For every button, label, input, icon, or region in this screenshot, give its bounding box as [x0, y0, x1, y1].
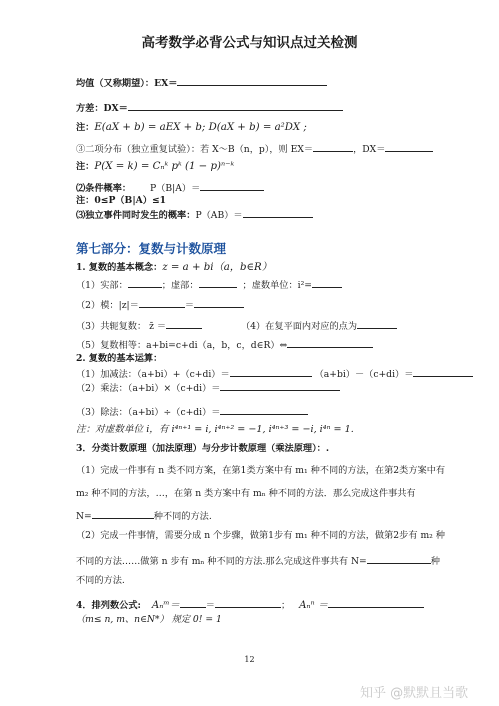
imag-part-blank: [199, 278, 237, 288]
complex-point-label: （4）在复平面内对应的点为: [240, 321, 358, 332]
conditional-note: 注：0≤P（B|A）≤1: [76, 195, 167, 206]
add-blank: [230, 367, 312, 377]
note-prefix: 注：: [76, 122, 95, 133]
counting-1-blank: [92, 509, 154, 519]
complex-equal-label: （5）复数相等：a+bi=c+di（a，b，c，d∈R）⇔: [76, 340, 288, 351]
complex-form: z = a + bi（a，b∈R）: [162, 262, 272, 273]
imag-unit-label: ；虚数单位：i²=: [242, 280, 312, 291]
counting-2-blank: [367, 554, 431, 564]
variance-label: 方差：DX＝: [76, 103, 128, 114]
multiply-label: （2）乘法：（a+bi）×（c+di）＝: [76, 383, 221, 394]
binomial-dx-label: ，DX＝: [353, 144, 386, 155]
permutation-blank-1: [180, 598, 206, 608]
conjugate-line: [76, 319, 397, 333]
permutation-blank-2: [215, 598, 281, 608]
conditional-formula: P（B|A）＝: [150, 183, 201, 194]
operations-heading: 2. 复数的基本运算：: [76, 353, 163, 364]
page-number: 12: [244, 655, 255, 664]
counting-2b: [76, 554, 440, 568]
counting-heading: 3．分类计数原理（加法原理）与分步计数原理（乘法原理）：.: [76, 443, 330, 454]
modulus-eq: ＝: [184, 300, 195, 311]
complex-basic-line: [76, 262, 272, 274]
real-part-label: （1）实部：: [76, 280, 128, 291]
imag-unit-blank: [312, 278, 342, 288]
permutation-label: 4．排列数公式:: [76, 600, 141, 611]
modulus-blank-1: [139, 298, 185, 308]
imag-unit-note: [76, 424, 354, 436]
binomial-dx-blank: [385, 142, 433, 152]
permutation-line: [76, 598, 424, 612]
conditional-blank: [200, 181, 264, 191]
binomial-ex-blank: [313, 142, 353, 152]
variance-line: [76, 101, 343, 115]
independent-line: [76, 208, 313, 222]
imag-part-label: ；虚部：: [161, 280, 199, 291]
sub-blank: [413, 367, 473, 377]
counting-1c: [76, 509, 212, 523]
binomial-line: [76, 142, 433, 156]
conjugate-blank: [166, 319, 202, 329]
permutation-note-text: （m≤ n, m、n∈N*） 规定 0! = 1: [76, 614, 222, 625]
multiply-blank: [220, 381, 340, 391]
divide-blank: [220, 405, 308, 415]
real-part-blank: [128, 278, 162, 288]
modulus-blank-2: [194, 298, 244, 308]
divide-line: [76, 405, 308, 419]
counting-2d: 不同的方法.: [76, 575, 125, 586]
complex-point-blank: [357, 319, 397, 329]
imag-unit-powers: 注：对虚数单位 i，有 i⁴ⁿ⁺¹ = i, i⁴ⁿ⁺² = −1, i⁴ⁿ⁺³ = −i, i⁴ⁿ = 1.: [76, 424, 354, 435]
counting-1-tail: 种不同的方法.: [153, 511, 212, 522]
complex-parts-line: [76, 278, 342, 292]
variance-blank: [128, 101, 343, 111]
section-heading: 第七部分：复数与计数原理: [76, 241, 227, 256]
counting-2a: （2）完成一件事情，需要分成 n 个步骤，做第1步有 m₁ 种不同的方法，做第2步有 m₂ 种: [76, 530, 445, 541]
multiply-line: [76, 381, 340, 395]
modulus-line: [76, 298, 244, 312]
independent-label: ⑶独立事件同时发生的概率：: [76, 210, 196, 221]
expectation-formula: E(aX + b) = aEX + b; D(aX + b) = a²DX ;: [94, 122, 307, 133]
permutation-formula-a: Aₙᵐ＝: [151, 600, 180, 611]
mean-label: 均值（又称期望）：EX＝: [76, 78, 178, 89]
binomial-note: [76, 161, 234, 173]
counting-1b: m₂ 种不同的方法，…，在第 n 类方案中有 mₙ 种不同的方法．那么完成这件事共有: [76, 488, 416, 499]
mean-blank: [177, 76, 327, 86]
conditional-line: [76, 181, 264, 195]
permutation-formula-b: Aₙⁿ ＝: [299, 600, 329, 611]
independent-formula: P（AB）＝: [195, 210, 243, 221]
complex-basic-label: 1. 复数的基本概念：: [76, 262, 163, 273]
note-prefix: 注：: [76, 161, 95, 172]
conjugate-label: （3）共轭复数： z̄ ＝: [76, 321, 167, 332]
modulus-label: （2）模：|z|＝: [76, 300, 139, 311]
binomial-label: ③二项分布（独立重复试验）：若 X～B（n，p），则 EX＝: [76, 144, 314, 155]
counting-1a: （1）完成一件事有 n 类不同方案，在第1类方案中有 m₁ 种不同的方法，在第2类方案中有: [76, 465, 446, 476]
counting-2-tail: 种: [430, 556, 440, 567]
permutation-blank-3: [328, 598, 424, 608]
binomial-formula: P(X = k) = Cₙᵏ pᵏ (1 − p)ⁿ⁻ᵏ: [94, 161, 235, 172]
add-label: （1）加减法：（a+bi）+（c+di）＝: [76, 369, 230, 380]
sub-label: （a+bi）－（c+di）＝: [314, 369, 414, 380]
permutation-note: [76, 614, 222, 626]
permutation-eq: ＝: [205, 600, 215, 611]
permutation-semicolon: ；: [280, 600, 291, 611]
conditional-label: ⑵条件概率：: [76, 183, 132, 194]
counting-2-text: 不同的方法……做第 n 步有 mₙ 种不同的方法.那么完成这件事共有 N=: [76, 556, 367, 567]
divide-label: （3）除法：（a+bi）÷（c+di）＝: [76, 407, 221, 418]
add-sub-line: [76, 367, 473, 381]
expectation-note: [76, 122, 307, 134]
page-title: 高考数学必背公式与知识点过关检测: [141, 35, 358, 51]
counting-1-n-label: N=: [76, 511, 92, 522]
watermark: 知乎 @默默且当歌: [360, 686, 469, 701]
complex-equal-line: [76, 338, 373, 352]
complex-equal-blank: [287, 338, 373, 348]
mean-line: [76, 76, 327, 90]
independent-blank: [243, 208, 313, 218]
